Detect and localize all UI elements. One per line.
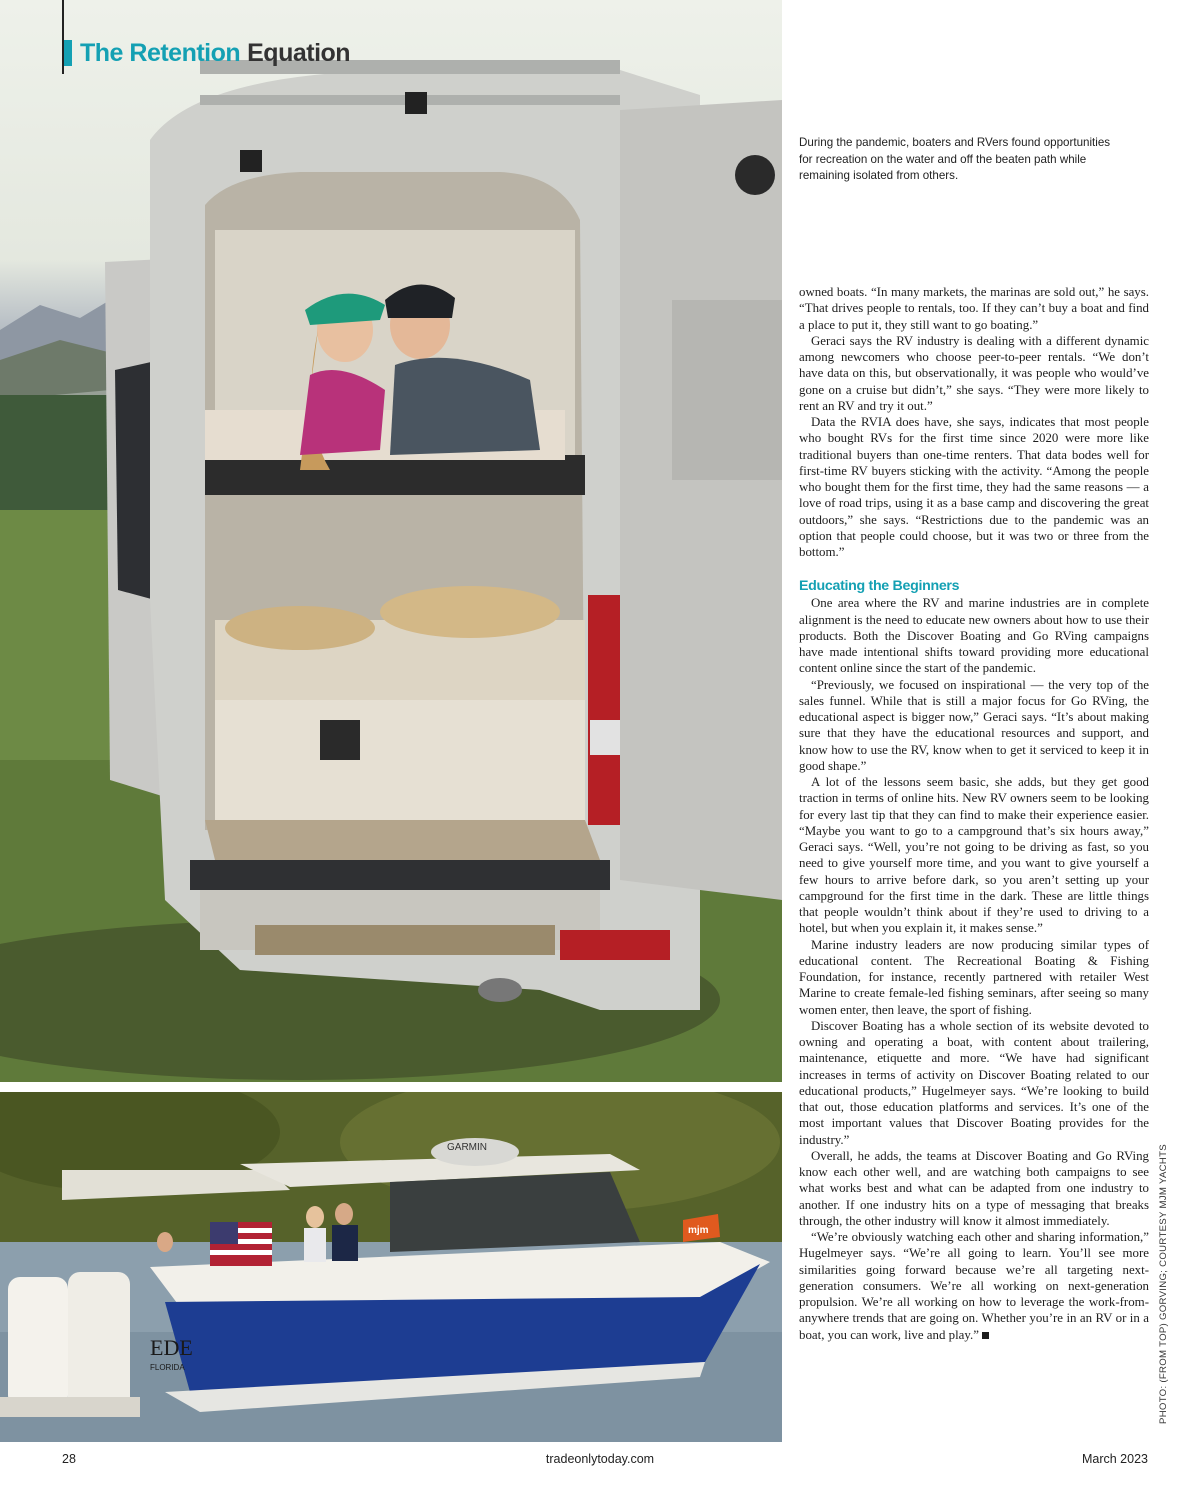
article-paragraph: Geraci says the RV industry is dealing with a different dynamic among newcomers who choose peer-to-peer rentals. “We don’t have data on this, but observationally, it was people who would’ve gone on a cruise but didn’t,” she says. “They were more likely to rent an RV and try it out.” bbox=[799, 333, 1149, 413]
final-paragraph-text: “We’re obviously watching each other and sharing information,” Hugelmeyer says. “We’re all going to learn. You’ll see more similarities going forward because we’re all targeting next-generation consumers. We’re all working on next-generation propulsion. We’re all working on how to leverage the work-from-anywhere trends that are going on. Whether you’re in an RV or in a boat, you can work, live and play.” bbox=[799, 1230, 1149, 1342]
rv-photo bbox=[0, 0, 782, 1082]
boat-port-label: FLORIDA bbox=[150, 1363, 185, 1372]
photo-caption: During the pandemic, boaters and RVers found opportunities for recreation on the water and off the beaten path while remaining isolated from others. bbox=[799, 136, 1111, 182]
article-paragraph: A lot of the lessons seem basic, she adds, but they get good traction in terms of online hits. New RV owners seem to be looking for every last tip that they can find to make their experience easier. “Maybe you want to go to a campground that’s six hours away,” Geraci says. “Well, you’re not going to be driving as fast, so you need to give yourself more time, and you want to give yourself a few hours to arrive before dark, so you aren’t setting up your campground for the first time in the dark. These are little things that people wouldn’t think about if they’re used to driving to a hotel, but when you explain it, it makes sense.” bbox=[799, 775, 1149, 936]
section-title bbox=[80, 36, 350, 70]
boat-name-label: EDE bbox=[150, 1335, 193, 1360]
photo-credit: PHOTO: (FROM TOP) GORVING; COURTESY MJM YACHTS bbox=[1158, 1144, 1169, 1424]
article-paragraph: owned boats. “In many markets, the marinas are sold out,” he says. “That drives people to rentals, too. If they can’t buy a boat and find a place to put it, they still want to go boating.” bbox=[799, 285, 1149, 332]
article-body bbox=[799, 284, 1149, 1343]
issue-date: March 2023 bbox=[1081, 1452, 1148, 1466]
section-title-accent: The Retention bbox=[80, 39, 241, 67]
article-subheading: Educating the Beginners bbox=[799, 578, 960, 595]
section-title-rest: Equation bbox=[247, 39, 351, 67]
article-paragraph: Discover Boating has a whole section of its website devoted to owning and operating a boat, with content about trailering, maintenance, etiquette and more. “We have had significant increases in terms of activity on Discover Boating related to our educational products,” Hugelmeyer says. “We’re looking to build that out, those education platforms and services. It’s one of the most important values that Discover Boating provides for the industry.” bbox=[799, 1018, 1149, 1147]
boat-brand-flag: mjm bbox=[688, 1225, 709, 1236]
footer-site: tradeonlytoday.com bbox=[545, 1452, 655, 1466]
end-mark-icon bbox=[982, 1332, 989, 1339]
header-accent-block bbox=[64, 40, 72, 66]
article-paragraph: Marine industry leaders are now producing similar types of educational content. The Recreational Boating & Fishing Foundation, for instance, recently partnered with retailer West Marine to create female-led fishing seminars, after seeing so many women enter, then leave, the sport of fishing. bbox=[799, 937, 1149, 1017]
article-final-paragraph bbox=[799, 1229, 1149, 1343]
boat-illustration bbox=[0, 1092, 782, 1442]
rv-illustration bbox=[0, 0, 782, 1082]
page-number: 28 bbox=[62, 1452, 76, 1466]
boat-photo bbox=[0, 1092, 782, 1442]
radar-label: GARMIN bbox=[447, 1142, 487, 1153]
article-paragraph: “Previously, we focused on inspirational — the very top of the sales funnel. While that is still a major focus for Go RVing, the educational aspect is bigger now,” Geraci says. “It’s about making sure that they have the educational resources and support, and know how to use the RV, know when to get it serviced to keep it in good shape.” bbox=[799, 677, 1149, 773]
article-paragraph: Data the RVIA does have, she says, indicates that most people who bought RVs for the first time since 2020 were more like traditional buyers than one-time renters. That data bodes well for first-time RV buyers sticking with the activity. “Among the people who bought them for the first time, they had the same reasons — a love of road trips, using it as a base camp and discovering the great outdoors,” she says. “Restrictions due to the pandemic was an option that people could choose, but it was two or three from the bottom.” bbox=[799, 415, 1149, 559]
article-paragraph: Overall, he adds, the teams at Discover Boating and Go RVing know each other well, and are watching both campaigns to see what works best and what can be adapted from one industry to another. If one industry hits on a type of messaging that breaks through, the other industry will know it almost immediately. bbox=[799, 1148, 1149, 1228]
article-paragraph: One area where the RV and marine industries are in complete alignment is the need to educate new owners about how to use their products. Both the Discover Boating and Go RVing campaigns have made intentional shifts toward providing more educational content online since the start of the pandemic. bbox=[799, 596, 1149, 676]
